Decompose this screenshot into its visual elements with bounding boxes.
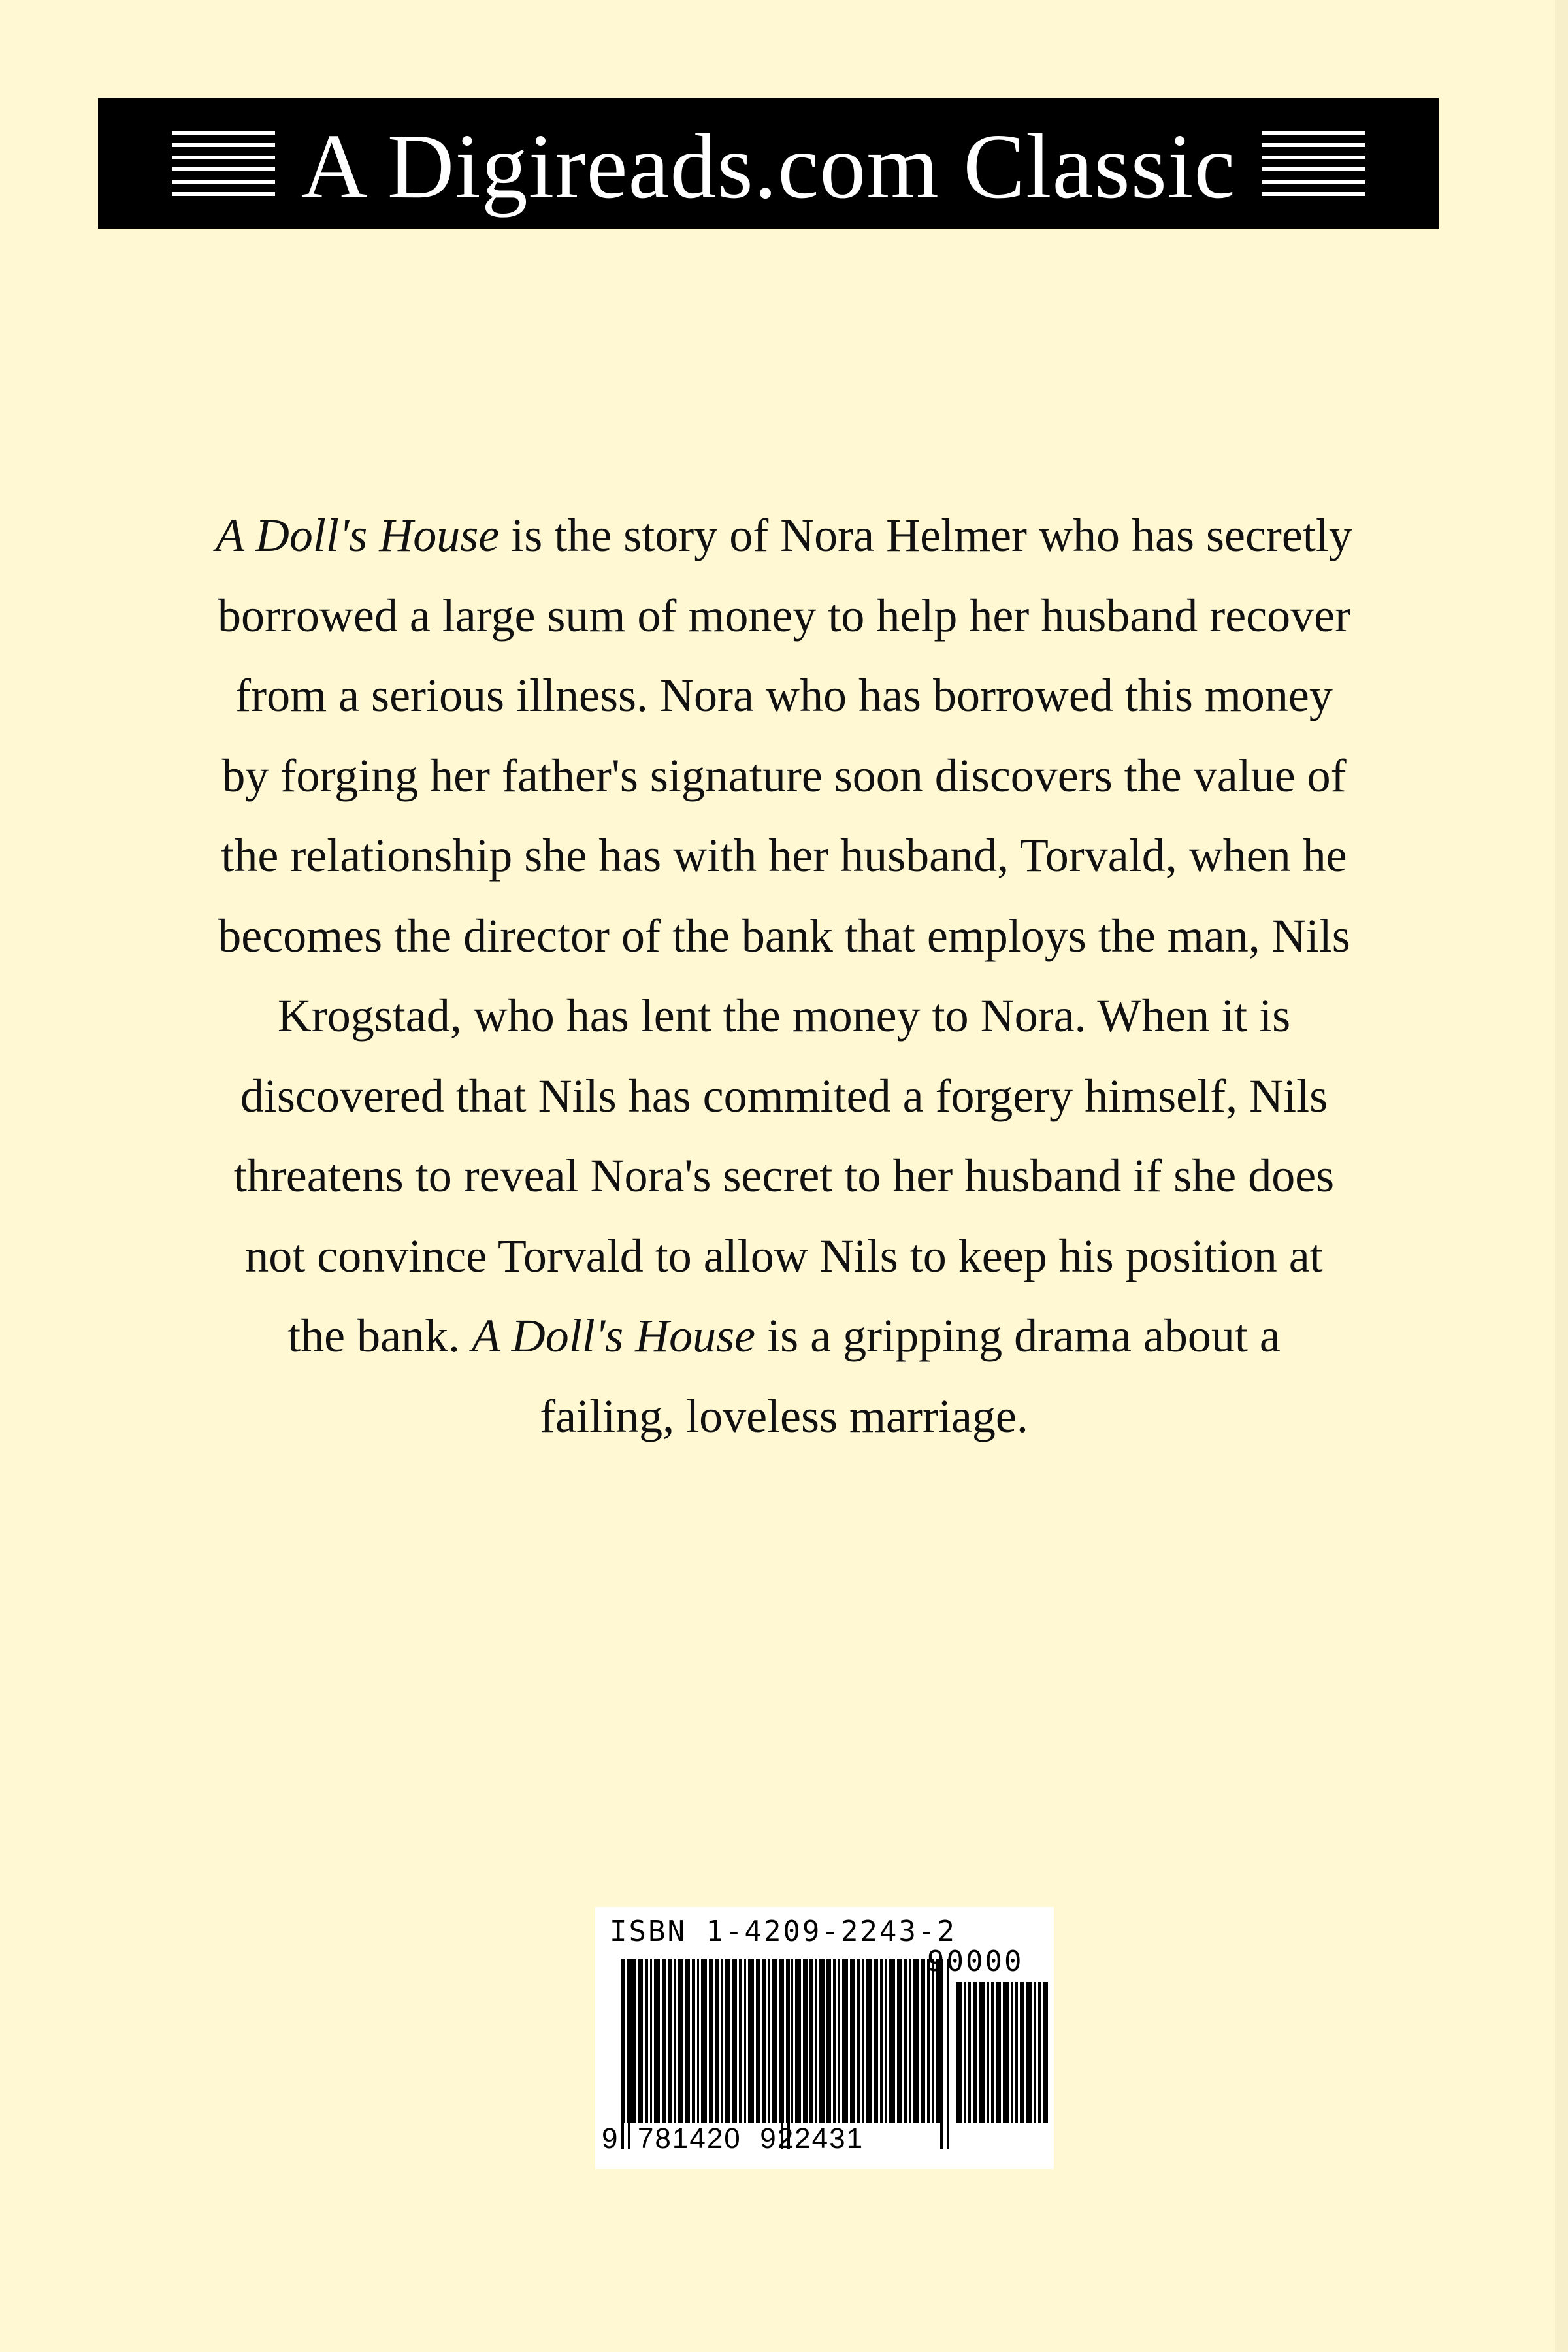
barcode-bar: [909, 1959, 911, 2123]
book-description: [216, 495, 1352, 1456]
barcode-bar: [701, 1959, 707, 2123]
barcode-bar: [880, 1959, 883, 2123]
banner-title: A Digireads.com Classic: [301, 114, 1236, 218]
barcode-guard-bar: [781, 1959, 783, 2149]
barcode-bar: [772, 1959, 777, 2123]
barcode-bar: [645, 1959, 648, 2123]
barcode-bar: [1038, 1982, 1041, 2123]
barcode-bar: [1020, 1982, 1024, 2123]
barcode-bar: [662, 1959, 666, 2123]
barcode-bar: [866, 1959, 872, 2123]
barcode-bar: [826, 1959, 831, 2123]
barcode-bar: [678, 1959, 683, 2123]
barcode-bar: [709, 1959, 713, 2123]
barcode-bar: [756, 1959, 760, 2123]
barcode-bar: [654, 1959, 660, 2123]
barcode-bar: [748, 1959, 754, 2123]
description-text-1: is the story of Nora Helmer who has secretly borrowed a large sum of money to help her husband recover from a serious illness. Nora who has borrowed this money by forging her father's signature soon discovers the value of the relationship she has with her husband, Torvald, when he becomes the director of the bank that employs the man, Nils Krogstad, who has lent the money to Nora. When it is discovered that Nils has commited a forgery himself, Nils threatens to reveal Nora's secret to her husband if she does not convince Torvald to allow Nils to keep his position at the bank.: [217, 509, 1352, 1362]
barcode-bar: [1015, 1982, 1018, 2123]
barcode-bar: [809, 1959, 813, 2123]
barcode-bar: [768, 1959, 770, 2123]
barcode-bar: [921, 1959, 925, 2123]
barcode-bar: [725, 1959, 730, 2123]
barcode-bar: [715, 1959, 719, 2123]
barcode-bar: [674, 1959, 676, 2123]
barcode-bar: [815, 1959, 817, 2123]
barcode-bar: [744, 1959, 746, 2123]
barcode-bar: [732, 1959, 737, 2123]
page-edge: [1555, 0, 1568, 2352]
barcode-bar: [1043, 1982, 1048, 2123]
barcode-bar: [650, 1959, 652, 2123]
barcode-guard-bar: [940, 1959, 943, 2149]
ean-group-2: 922431: [760, 2123, 864, 2155]
barcode-bar: [927, 1959, 930, 2123]
barcode-bar: [668, 1959, 672, 2123]
barcode-bar: [964, 1982, 966, 2123]
barcode-box: [595, 1907, 1054, 2169]
barcode-bar: [973, 1982, 977, 2123]
barcode-guard-bar: [621, 1959, 624, 2149]
barcode-bar: [956, 1982, 962, 2123]
barcode-bar: [1003, 1982, 1009, 2123]
barcode-bar: [996, 1982, 1001, 2123]
barcode-bar: [685, 1959, 690, 2123]
book-title-italic-2: A Doll's House: [472, 1310, 756, 1362]
banner-right-lines: [1262, 131, 1365, 196]
barcode-bar: [697, 1959, 699, 2123]
barcode-bar: [791, 1959, 793, 2123]
barcode-bar: [857, 1959, 860, 2123]
barcode-bar: [1011, 1982, 1013, 2123]
barcode-bar: [833, 1959, 836, 2123]
barcode-bar: [987, 1982, 989, 2123]
barcode-bar: [932, 1959, 934, 2123]
barcode-bar: [739, 1959, 742, 2123]
description-text-2: is a gripping drama about a failing, loveless marriage.: [540, 1310, 1281, 1442]
barcode-bar: [862, 1959, 864, 2123]
barcode-bar: [721, 1959, 723, 2123]
barcode-bar: [874, 1959, 878, 2123]
barcode-bar: [838, 1959, 840, 2123]
barcode-bar: [897, 1959, 902, 2123]
banner-left-lines: [172, 131, 275, 196]
barcode-bar: [904, 1959, 907, 2123]
barcode-bar: [1026, 1982, 1032, 2123]
isbn-label: ISBN 1-4209-2243-2: [610, 1915, 956, 1948]
barcode-bar: [889, 1959, 895, 2123]
barcode-bar: [968, 1982, 971, 2123]
barcode-bar: [979, 1982, 985, 2123]
barcode-guard-bar: [947, 1959, 949, 2149]
barcode-bar: [842, 1959, 848, 2123]
barcode-bar: [819, 1959, 825, 2123]
barcode-bar: [885, 1959, 887, 2123]
ean-group-1: 781420: [637, 2123, 742, 2155]
barcode-bar: [803, 1959, 808, 2123]
barcode-bar: [1034, 1982, 1036, 2123]
price-code: 90000: [927, 1945, 1024, 1978]
barcode-bar: [991, 1982, 994, 2123]
book-title-italic: A Doll's House: [216, 509, 500, 561]
ean-lead-digit: 9: [602, 2123, 619, 2155]
barcode-bar: [692, 1959, 695, 2123]
barcode-guard-bar: [628, 1959, 630, 2149]
barcode-bar: [850, 1959, 855, 2123]
barcode-bar: [795, 1959, 801, 2123]
barcode-bar: [762, 1959, 766, 2123]
barcode-bar: [638, 1959, 643, 2123]
barcode-bar: [630, 1959, 636, 2123]
ean-digits: [602, 2123, 864, 2155]
publisher-banner: [98, 98, 1439, 229]
barcode-bar: [913, 1959, 919, 2123]
barcode-guard-bar: [787, 1959, 790, 2149]
